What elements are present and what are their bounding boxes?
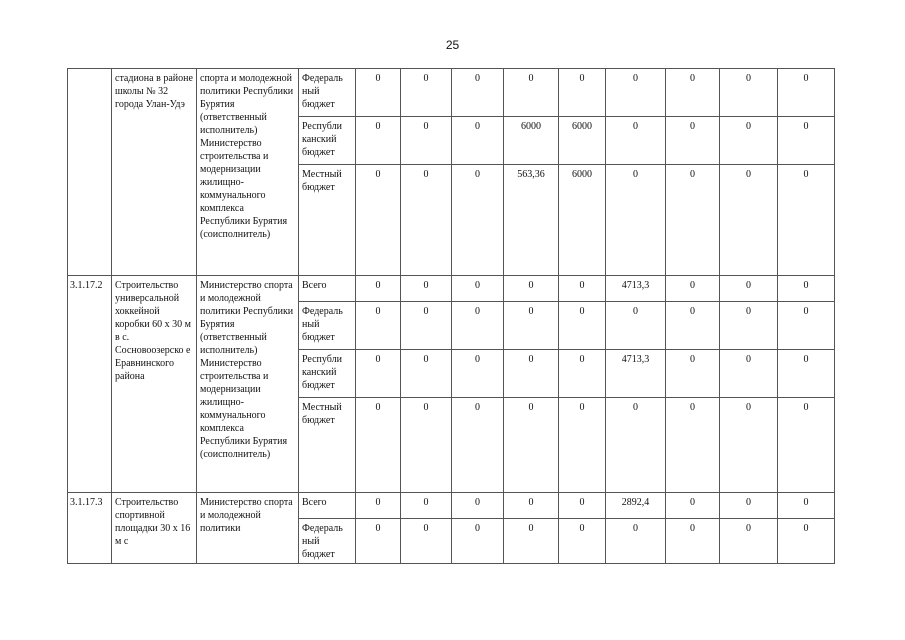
- value-cell: 0: [504, 493, 559, 519]
- value-cell: 6000: [559, 117, 606, 165]
- value-cell: 2892,4: [606, 493, 666, 519]
- value-cell: 0: [720, 117, 778, 165]
- value-cell: 0: [606, 519, 666, 564]
- funding-source: Всего: [299, 276, 356, 302]
- value-cell: 0: [401, 302, 452, 350]
- value-cell: 0: [452, 302, 504, 350]
- table-row: [68, 276, 835, 302]
- funding-source: Федераль ный бюджет: [299, 69, 356, 117]
- value-cell: 0: [606, 117, 666, 165]
- value-cell: 0: [401, 276, 452, 302]
- value-cell: 0: [356, 276, 401, 302]
- funding-source: Всего: [299, 493, 356, 519]
- value-cell: 0: [720, 69, 778, 117]
- row-executor: Министерство спорта и молодежной политики: [197, 493, 299, 564]
- value-cell: 0: [606, 165, 666, 276]
- value-cell: 0: [720, 350, 778, 398]
- value-cell: 0: [666, 493, 720, 519]
- funding-source: Республи канский бюджет: [299, 350, 356, 398]
- value-cell: 0: [720, 493, 778, 519]
- value-cell: 0: [504, 398, 559, 493]
- value-cell: 0: [666, 276, 720, 302]
- value-cell: 0: [356, 165, 401, 276]
- value-cell: 0: [666, 350, 720, 398]
- value-cell: 0: [720, 276, 778, 302]
- value-cell: 6000: [559, 165, 606, 276]
- value-cell: 0: [778, 69, 835, 117]
- value-cell: 0: [559, 350, 606, 398]
- value-cell: 6000: [504, 117, 559, 165]
- value-cell: 0: [559, 398, 606, 493]
- value-cell: 0: [452, 398, 504, 493]
- value-cell: 0: [356, 302, 401, 350]
- page-number: 25: [445, 38, 460, 52]
- value-cell: 0: [720, 302, 778, 350]
- row-name: Строительство универсальной хоккейной коробки 60 х 30 м в с. Сосновоозерско е Еравнинского района: [112, 276, 197, 493]
- value-cell: 0: [559, 276, 606, 302]
- value-cell: 0: [452, 493, 504, 519]
- value-cell: 0: [778, 302, 835, 350]
- value-cell: 0: [720, 519, 778, 564]
- row-code: 3.1.17.2: [68, 276, 112, 493]
- row-executor: спорта и молодежной политики Республики Бурятия (ответственный исполнитель) Министерство строительства и модернизации жилищно-коммунального комплекса Республики Бурятия (соисполнитель): [197, 69, 299, 276]
- value-cell: 0: [452, 165, 504, 276]
- value-cell: 0: [778, 276, 835, 302]
- value-cell: 0: [504, 302, 559, 350]
- value-cell: 0: [778, 350, 835, 398]
- row-name: Строительство спортивной площадки 30 х 16 м с: [112, 493, 197, 564]
- value-cell: 0: [356, 117, 401, 165]
- value-cell: 0: [778, 519, 835, 564]
- budget-table: [67, 68, 835, 564]
- funding-source: Местный бюджет: [299, 398, 356, 493]
- value-cell: 0: [720, 165, 778, 276]
- value-cell: 0: [401, 117, 452, 165]
- value-cell: 0: [356, 69, 401, 117]
- row-name: стадиона в районе школы № 32 города Улан-Удэ: [112, 69, 197, 276]
- value-cell: 0: [452, 519, 504, 564]
- value-cell: 0: [356, 519, 401, 564]
- value-cell: 0: [452, 117, 504, 165]
- value-cell: 0: [606, 302, 666, 350]
- value-cell: 0: [401, 165, 452, 276]
- value-cell: 0: [356, 493, 401, 519]
- value-cell: 0: [559, 302, 606, 350]
- value-cell: 0: [401, 69, 452, 117]
- value-cell: 0: [356, 398, 401, 493]
- value-cell: 0: [666, 519, 720, 564]
- value-cell: 0: [606, 398, 666, 493]
- value-cell: 0: [504, 276, 559, 302]
- value-cell: 0: [401, 350, 452, 398]
- value-cell: 0: [778, 398, 835, 493]
- value-cell: 0: [778, 493, 835, 519]
- value-cell: 0: [666, 302, 720, 350]
- value-cell: 0: [559, 69, 606, 117]
- funding-source: Местный бюджет: [299, 165, 356, 276]
- value-cell: 0: [666, 398, 720, 493]
- funding-source: Федераль ный бюджет: [299, 519, 356, 564]
- value-cell: 4713,3: [606, 350, 666, 398]
- row-code: [68, 69, 112, 276]
- value-cell: 0: [401, 398, 452, 493]
- value-cell: 4713,3: [606, 276, 666, 302]
- value-cell: 0: [720, 398, 778, 493]
- value-cell: 0: [356, 350, 401, 398]
- row-executor: Министерство спорта и молодежной политики Республики Бурятия (ответственный исполнитель) Министерство строительства и модернизации жилищно-коммунального комплекса Республики Бурятия (соисполнитель): [197, 276, 299, 493]
- value-cell: 0: [666, 69, 720, 117]
- value-cell: 0: [452, 350, 504, 398]
- value-cell: 0: [606, 69, 666, 117]
- value-cell: 0: [452, 69, 504, 117]
- value-cell: 0: [666, 117, 720, 165]
- value-cell: 0: [401, 519, 452, 564]
- value-cell: 0: [504, 350, 559, 398]
- value-cell: 0: [666, 165, 720, 276]
- value-cell: 0: [401, 493, 452, 519]
- table-row: [68, 69, 835, 117]
- funding-source: Республи канский бюджет: [299, 117, 356, 165]
- value-cell: 0: [504, 519, 559, 564]
- value-cell: 0: [778, 165, 835, 276]
- value-cell: 563,36: [504, 165, 559, 276]
- table-row: [68, 493, 835, 519]
- row-code: 3.1.17.3: [68, 493, 112, 564]
- value-cell: 0: [559, 519, 606, 564]
- value-cell: 0: [559, 493, 606, 519]
- value-cell: 0: [778, 117, 835, 165]
- value-cell: 0: [504, 69, 559, 117]
- value-cell: 0: [452, 276, 504, 302]
- funding-source: Федераль ный бюджет: [299, 302, 356, 350]
